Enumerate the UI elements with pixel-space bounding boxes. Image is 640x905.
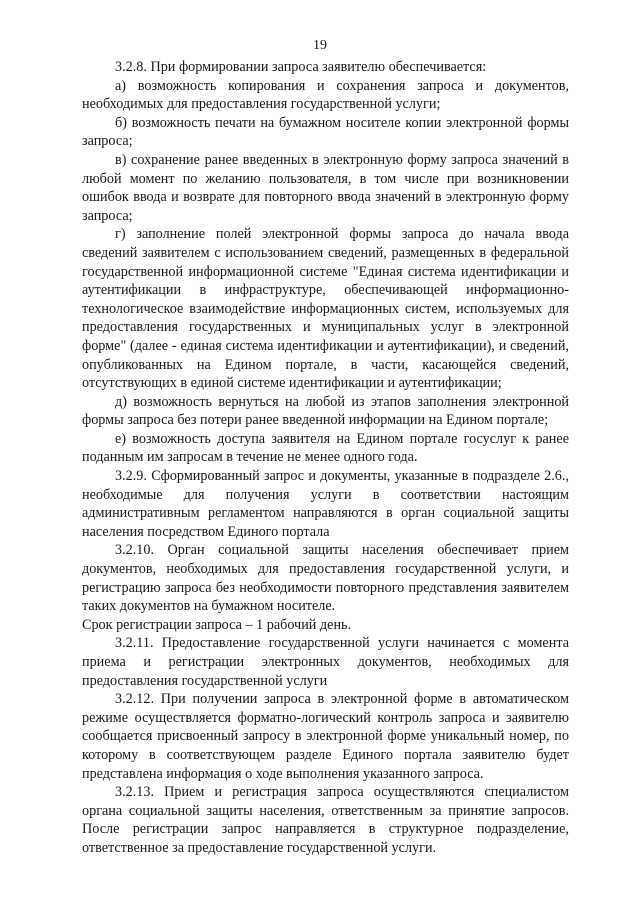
- paragraph-3-2-8: 3.2.8. При формировании запроса заявителю обеспечивается:: [115, 59, 487, 75]
- paragraph-3-2-10: 3.2.10. Орган социальной защиты населения обеспечивает прием документов, необходимых для предоставления государственной услуги, и регистрацию запроса без необходимости повторного представления заявителем таких документов на бумажном носителе.: [82, 542, 569, 615]
- paragraph-item-e: е) возможность доступа заявителя на Едином портале госуслуг к ранее поданным им запросам в течение не менее одного года.: [82, 430, 569, 466]
- paragraph-item-g: г) заполнение полей электронной формы запроса до начала ввода сведений заявителем с использованием сведений, размещенных в федеральной государственной информационной системе "Единая система идентификации и аутентификации в инфраструктуре, обеспечивающей информационно-технологическое взаимодействие информационных систем, используемых для предоставления государственных и муниципальных услуг в электронной форме" (далее - единая система идентификации и аутентификации), и сведений, опубликованных на Едином портале, в части, касающейся сведений, отсутствующих в единой системе идентификации и аутентификации;: [82, 226, 569, 392]
- paragraph-item-v: в) сохранение ранее введенных в электронную форму запроса значений в любой момент по желанию пользователя, в том числе при возникновении ошибок ввода и возврате для повторного ввода значений в электронную форму запроса;: [82, 151, 569, 224]
- paragraph-item-a: а) возможность копирования и сохранения запроса и документов, необходимых для предоставления государственной услуги;: [82, 77, 569, 113]
- paragraph-3-2-11: 3.2.11. Предоставление государственной услуги начинается с момента приема и регистрации электронных документов, необходимых для предоставления государственной услуги: [82, 635, 569, 689]
- paragraph-3-2-9: 3.2.9. Сформированный запрос и документы, указанные в подразделе 2.6., необходимые для получения услуги в соответствии настоящим административным регламентом направляются в орган социальной защиты населения посредством Единого портала: [82, 468, 569, 540]
- paragraph-registration-term: Срок регистрации запроса – 1 рабочий день.: [82, 616, 352, 633]
- paragraph-item-b: б) возможность печати на бумажном носителе копии электронной формы запроса;: [82, 114, 569, 150]
- document-body: [82, 58, 569, 858]
- page-number: 19: [313, 38, 327, 53]
- paragraph-3-2-12: 3.2.12. При получении запроса в электронной форме в автоматическом режиме осуществляется форматно-логический контроль запроса и заявителю сообщается присвоенный запросу в электронной форме уникальный номер, по которому в соответствующем разделе Единого портала заявителю будет представлена информация о ходе выполнения указанного запроса.: [82, 691, 569, 782]
- paragraph-item-d: д) возможность вернуться на любой из этапов заполнения электронной формы запроса без потери ранее введенной информации на Едином портале;: [82, 393, 569, 429]
- paragraph-3-2-13: 3.2.13. Прием и регистрация запроса осуществляются специалистом органа социальной защиты населения, ответственным за принятие запросов. После регистрации запрос направляется в структурное подразделение, ответственное за предоставление государственной услуги.: [82, 784, 569, 856]
